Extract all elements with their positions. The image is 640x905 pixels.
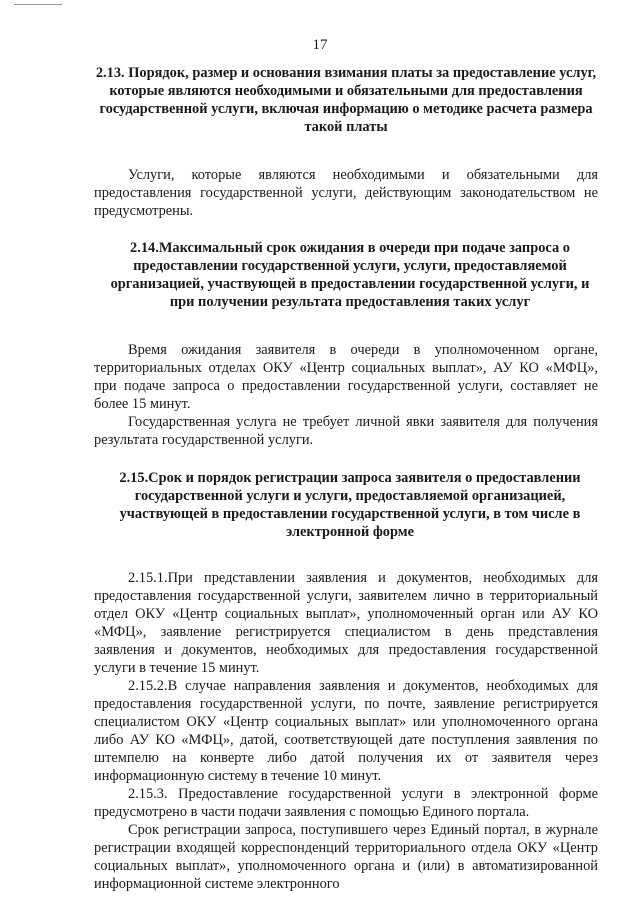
page-number: 17 — [312, 37, 328, 53]
section-2-14-paragraph-2: Государственная услуга не требует личной явки заявителя для получения результата государственной услуги. — [94, 414, 598, 448]
section-2-13-heading: 2.13. Порядок, размер и основания взимания платы за предоставление услуг, которые являются необходимыми и обязательными для предоставления государственной услуги, включая информацию о методике расчета размера такой платы — [95, 65, 597, 135]
section-2-15-1-paragraph: 2.15.1.При представлении заявления и документов, необходимых для предоставления государственной услуги, заявителем лично в территориальный отдел ОКУ «Центр социальных выплат», уполномоченный орган или АУ КО «МФЦ», заявление регистрируется специалистом в день представления заявления и документов, необходимых для предоставления государственной услуги в течение 15 минут. — [94, 570, 598, 676]
top-edge-rule — [14, 4, 62, 5]
registration-deadline-paragraph: Срок регистрации запроса, поступившего через Единый портал, в журнале регистрации входящей корреспонденций территориального отдела ОКУ «Центр социальных выплат», уполномоченного органа и (или) в автоматизированной информационной системе электронного — [94, 822, 598, 892]
section-2-15-3-paragraph: 2.15.3. Предоставление государственной услуги в электронной форме предусмотрено в части подачи заявления с помощью Единого портала. — [94, 786, 598, 820]
section-2-15-heading: 2.15.Срок и порядок регистрации запроса заявителя о предоставлении государственной услуги и услуги, предоставляемой организацией, участвующей в предоставлении государственной услуги, в том числе в электронной форме — [119, 470, 581, 540]
section-2-14-paragraph-1: Время ожидания заявителя в очереди в уполномоченном органе, территориальных отделах ОКУ «Центр социальных выплат», АУ КО «МФЦ», при подаче запроса о предоставлении государственной услуги, составляет не более 15 минут. — [94, 342, 598, 412]
section-2-14-heading: 2.14.Максимальный срок ожидания в очереди при подаче запроса о предоставлении государственной услуги, услуги, предоставляемой организацией, участвующей в предоставлении государственной услуги, и при получении результата предоставления таких услуг — [110, 240, 590, 310]
document-body — [94, 64, 598, 893]
section-2-13-paragraph: Услуги, которые являются необходимыми и обязательными для предоставления государственной услуги, действующим законодательством не предусмотрены. — [94, 167, 598, 219]
section-2-15-2-paragraph: 2.15.2.В случае направления заявления и документов, необходимых для предоставления государственной услуги, по почте, заявление регистрируется специалистом ОКУ «Центр социальных выплат» или уполномоченного органа либо АУ КО «МФЦ», датой, соответствующей дате поступления заявления по штемпелю на конверте либо датой получения их от заявителя через информационную систему в течение 10 минут. — [94, 678, 598, 784]
